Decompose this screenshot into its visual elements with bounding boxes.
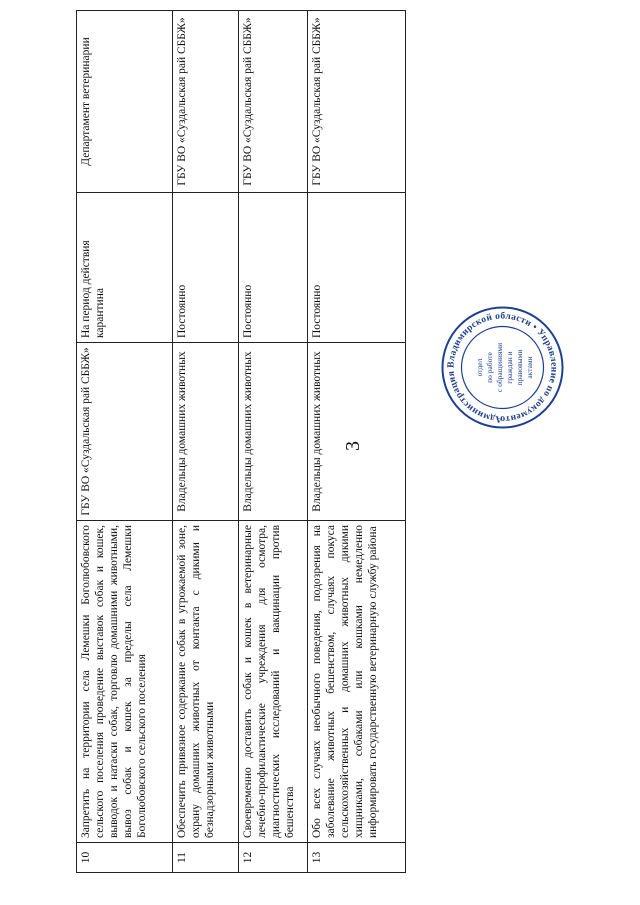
action-cell: Обо всех случаях необычного поведения, подозрения на заболевание животных бешенством, случаях покуса сельскохозяйственных и домашних животных дикими хищниками, собаками или кошками немедленно информировать государственную ветеринарную службу района	[308, 521, 406, 843]
table-row	[239, 11, 308, 873]
row-number: 13	[308, 843, 406, 873]
responsible-cell: ГБУ ВО «Суздальская рай СББЖ»	[77, 343, 173, 521]
responsible-cell: Владельцы домашних животных	[239, 343, 308, 521]
row-number: 11	[173, 843, 239, 873]
term-cell: Постоянно	[173, 193, 239, 343]
stamp-inner-line: с обращениями	[495, 342, 504, 393]
action-cell: Своевременно доставить собак и кошек в ветеринарные лечебно-профилактические учреждения для осмотра, диагностических исследований и вакцинации против бешенства	[239, 521, 308, 843]
action-cell: Запретить на территории села Лемешки Боголюбовского сельского поселения проведение выставок собак и кошек, выводок и натаски собак, торговлю домашними животными, вывоз собак и кошек за пределы села Лемешки Боголюбовского сельского поселения	[77, 521, 173, 843]
official-stamp	[440, 305, 565, 430]
stamp-inner-line: актами	[525, 356, 534, 379]
department-cell: Департамент ветеринарии	[77, 11, 173, 193]
row-number: 12	[239, 843, 308, 873]
department-cell: ГБУ ВО «Суздальская рай СББЖ»	[239, 11, 308, 193]
action-cell: Обеспечить привязное содержание собак в угрожаемой зоне, охрану домашних животных от контакта с дикими и безнадзорными животными	[173, 521, 239, 843]
measures-table	[76, 10, 406, 873]
responsible-cell: Владельцы домашних животных	[308, 343, 406, 521]
stamp-outer-text: Администрация Владимирской области • Управление по документо	[446, 311, 559, 424]
responsible-cell: Владельцы домашних животных	[173, 343, 239, 521]
stamp-inner-line: граждан и	[505, 351, 514, 384]
stamp-inner-line: по работе	[485, 352, 494, 383]
table-row	[173, 11, 239, 873]
table-row	[308, 11, 406, 873]
department-cell: ГБУ ВО «Суздальская рай СББЖ»	[173, 11, 239, 193]
department-cell: ГБУ ВО «Суздальская рай СББЖ»	[308, 11, 406, 193]
table-row	[77, 11, 173, 873]
page-number: 3	[342, 441, 364, 451]
term-cell: На период действия карантина	[77, 193, 173, 343]
term-cell: Постоянно	[239, 193, 308, 343]
stamp-inner-line: правовыми	[515, 349, 524, 386]
row-number: 10	[77, 843, 173, 873]
stamp-seal	[440, 305, 565, 430]
term-cell: Постоянно	[308, 193, 406, 343]
stamp-inner-line: отдел	[475, 358, 484, 377]
